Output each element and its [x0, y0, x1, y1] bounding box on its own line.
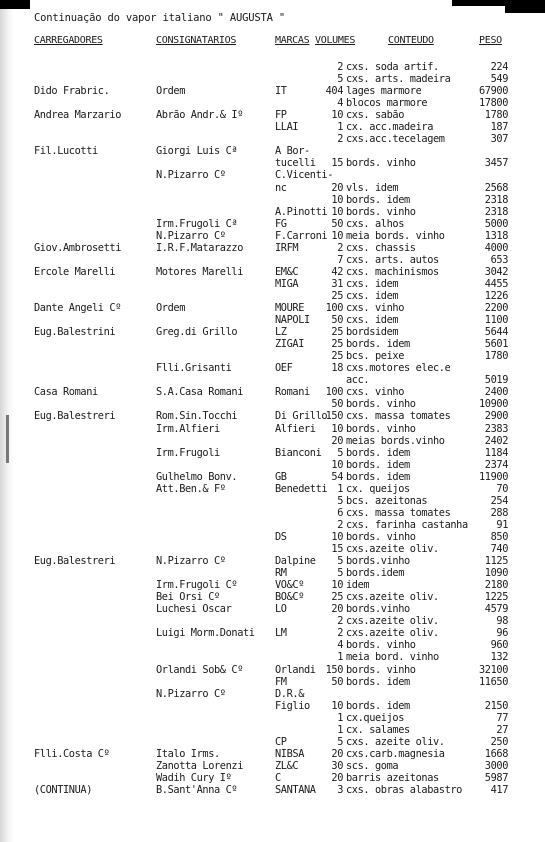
cell-quantity: 2: [337, 133, 343, 146]
cell-weight: 187: [490, 121, 508, 134]
cell-quantity: 404: [325, 85, 343, 98]
cell-consignee: Wadih Cury Iº: [156, 771, 232, 784]
cell-quantity: 5: [337, 567, 343, 580]
header-weight: PESO: [479, 35, 502, 46]
cell-contents: bords. vinho: [346, 423, 416, 435]
cell-shipper: Ercole Marelli: [34, 265, 116, 278]
cell-quantity: 2: [337, 627, 343, 640]
cell-weight: 4000: [484, 241, 508, 254]
cell-quantity: 18: [331, 362, 343, 375]
cell-contents: cxs. farinha castanha: [346, 519, 468, 531]
cell-weight: 2400: [484, 386, 508, 399]
cell-marks: A Bor-: [275, 145, 310, 158]
cell-weight: 2900: [484, 410, 508, 423]
cell-weight: 70: [496, 482, 508, 495]
cell-weight: 1780: [484, 109, 508, 122]
cell-shipper: Eug.Balestreri: [34, 410, 116, 423]
cell-contents: lages marmore: [346, 86, 422, 98]
cell-quantity: 5: [337, 555, 343, 568]
cell-weight: 91: [496, 518, 508, 531]
cell-consignee: I.R.F.Matarazzo: [156, 241, 243, 254]
cell-quantity: 50: [331, 675, 343, 688]
cell-contents: cxs.azeite oliv.: [346, 592, 439, 604]
cell-weight: 17800: [479, 97, 508, 110]
cell-consignee: Greg.di Grillo: [156, 326, 238, 339]
cell-weight: 2318: [484, 205, 508, 218]
cell-weight: 11900: [479, 470, 508, 483]
cell-contents: vls. idem: [346, 182, 399, 194]
cell-weight: 96: [496, 627, 508, 640]
cell-weight: 67900: [479, 85, 508, 98]
cell-weight: 549: [490, 73, 508, 86]
cell-quantity: 2: [337, 518, 343, 531]
cell-marks: FP: [275, 109, 287, 122]
cell-weight: 2150: [484, 699, 508, 712]
cell-consignee: Zanotta Lorenzi: [156, 759, 243, 772]
cell-quantity: 25: [331, 289, 343, 302]
cell-quantity: 10: [331, 699, 343, 712]
cell-marks: IRFM: [275, 241, 299, 254]
cell-consignee: N.Pizarro Cº: [156, 169, 226, 182]
cell-marks: LM: [275, 627, 287, 640]
cell-marks: Alfieri: [275, 422, 316, 435]
cell-marks: OEF: [275, 362, 293, 375]
cell-consignee: Flli.Grisanti: [156, 362, 232, 375]
cell-weight: 3042: [484, 265, 508, 278]
cell-quantity: 4: [337, 639, 343, 652]
cell-contents: bords. idem: [346, 471, 410, 483]
cell-weight: 307: [490, 133, 508, 146]
cell-consignee: N.Pizarro Cº: [156, 687, 226, 700]
cell-weight: 1090: [484, 567, 508, 580]
cell-consignee: Luigi Morm.Donati: [156, 627, 255, 640]
cell-contents: acc.: [346, 375, 370, 387]
cell-consignee: Irm.Frugoli: [156, 446, 220, 459]
cell-marks: Benedetti: [275, 482, 328, 495]
cell-weight: 3000: [484, 759, 508, 772]
cell-contents: idem: [346, 580, 370, 592]
cell-consignee: Ordem: [156, 85, 185, 98]
cell-contents: cxs. obras alabastro: [346, 785, 462, 796]
cell-quantity: 2: [337, 241, 343, 254]
cell-contents: cx.queijos: [346, 712, 404, 724]
cell-contents: bords. idem: [346, 700, 410, 712]
cell-consignee: Ordem: [156, 302, 185, 314]
cell-contents: cxs. soda artif.: [346, 62, 439, 73]
cell-quantity: 25: [331, 350, 343, 363]
cell-contents: cxs.motores elec.e: [346, 363, 451, 375]
cell-quantity: 30: [331, 759, 343, 772]
cell-contents: barris azeitonas: [346, 772, 439, 784]
cell-weight: 1100: [484, 314, 508, 327]
cell-shipper: (CONTINUA): [34, 784, 92, 796]
cell-weight: 653: [490, 253, 508, 266]
cell-quantity: 5: [337, 446, 343, 459]
cell-quantity: 20: [331, 603, 343, 616]
cell-contents: cx. queijos: [346, 483, 410, 495]
cell-consignee: Att.Ben.& Fº: [156, 482, 226, 495]
cell-consignee: Gulhelmo Bonv.: [156, 470, 238, 483]
cell-weight: 288: [490, 506, 508, 519]
cell-quantity: 5: [337, 735, 343, 748]
cell-weight: 11650: [479, 675, 508, 688]
cell-contents: bords. idem: [346, 447, 410, 459]
cell-shipper: Flli.Costa Cº: [34, 747, 110, 760]
cell-quantity: 6: [337, 506, 343, 519]
cell-marks: D.R.&: [275, 687, 304, 700]
document-title: Continuação do vapor italiano " AUGUSTA ": [34, 12, 285, 24]
cell-marks: GB: [275, 470, 287, 483]
cell-contents: meia bords. vinho: [346, 230, 445, 242]
cell-consignee: Irm.Frugoli Cª: [156, 217, 238, 230]
cell-weight: 1125: [484, 555, 508, 568]
cell-weight: 5644: [484, 326, 508, 339]
cell-marks: EM&C: [275, 265, 299, 278]
cell-quantity: 7: [337, 253, 343, 266]
ink-blot-top: [0, 0, 30, 9]
cell-consignee: Giorgi Luis Cª: [156, 145, 238, 158]
cell-weight: 1668: [484, 747, 508, 760]
cell-contents: cxs. vinho: [346, 387, 404, 399]
cell-shipper: Fil.Lucotti: [34, 145, 98, 158]
cell-contents: bords. idem: [346, 459, 410, 471]
cell-shipper: Dante Angeli Cº: [34, 302, 121, 314]
cell-weight: 2200: [484, 302, 508, 314]
cell-quantity: 150: [325, 410, 343, 423]
cell-consignee: S.A.Casa Romani: [156, 386, 243, 399]
cell-contents: cxs. idem: [346, 278, 399, 290]
cell-weight: 2318: [484, 193, 508, 206]
cell-weight: 2383: [484, 422, 508, 435]
cell-weight: 3457: [484, 157, 508, 170]
cell-contents: bords. vinho: [346, 664, 416, 676]
cell-contents: bords. vinho: [346, 399, 416, 411]
ink-blot-corner: [505, 6, 545, 13]
cell-contents: cxs. sabão: [346, 110, 404, 122]
cell-quantity: 20: [331, 771, 343, 784]
cell-weight: 2568: [484, 181, 508, 194]
cell-quantity: 1: [337, 723, 343, 736]
cell-contents: bords. idem: [346, 194, 410, 206]
cell-contents: bords.idem: [346, 568, 404, 580]
cell-weight: 27: [496, 723, 508, 736]
cell-contents: cxs.carb.magnesia: [346, 748, 445, 760]
cell-contents: cx. acc.madeira: [346, 122, 433, 134]
cell-contents: cxs.azeite oliv.: [346, 628, 439, 640]
cell-weight: 1318: [484, 229, 508, 242]
cell-quantity: 10: [331, 422, 343, 435]
cell-quantity: 50: [331, 398, 343, 411]
cell-contents: bcs. azeitonas: [346, 495, 428, 507]
cell-weight: 250: [490, 735, 508, 748]
cell-consignee: Bei Orsi Cº: [156, 591, 220, 604]
cell-consignee: N.Pizarro Cº: [156, 229, 226, 242]
cell-quantity: 10: [331, 579, 343, 592]
cell-marks: LLAI: [275, 121, 299, 134]
cell-quantity: 3: [337, 784, 343, 796]
cell-quantity: 10: [331, 530, 343, 543]
cell-weight: 960: [490, 639, 508, 652]
cell-contents: cxs. arts. autos: [346, 254, 439, 266]
cell-marks: A.Pinotti: [275, 205, 328, 218]
cell-shipper: Eug.Balestreri: [34, 555, 116, 568]
cell-marks: MIGA: [275, 277, 299, 290]
cell-consignee: Italo Irms.: [156, 747, 220, 760]
cell-weight: 1225: [484, 591, 508, 604]
cell-weight: 2180: [484, 579, 508, 592]
cell-marks: NAPOLI: [275, 314, 310, 327]
cell-quantity: 150: [325, 663, 343, 676]
cell-marks: CP: [275, 735, 287, 748]
cell-quantity: 31: [331, 277, 343, 290]
cell-marks: Orlandi: [275, 663, 316, 676]
cell-marks: Romani: [275, 386, 310, 399]
cell-quantity: 10: [331, 229, 343, 242]
cell-weight: 254: [490, 494, 508, 507]
cell-weight: 10900: [479, 398, 508, 411]
cell-quantity: 20: [331, 434, 343, 447]
cell-contents: bordsidem: [346, 327, 399, 339]
cell-marks: LZ: [275, 326, 287, 339]
cell-consignee: B.Sant'Anna Cº: [156, 784, 238, 796]
cell-contents: bords. vinho: [346, 640, 416, 652]
cell-quantity: 10: [331, 458, 343, 471]
cell-contents: cxs. arts. madeira: [346, 74, 451, 86]
cell-contents: bcs. peixe: [346, 351, 404, 363]
cell-contents: blocos marmore: [346, 98, 428, 110]
cell-contents: bords. vinho: [346, 531, 416, 543]
cell-consignee: Rom.Sin.Tocchi: [156, 410, 238, 423]
cell-quantity: 50: [331, 217, 343, 230]
cell-contents: cxs. idem: [346, 290, 399, 302]
cell-shipper: Giov.Ambrosetti: [34, 241, 121, 254]
cell-weight: 2402: [484, 434, 508, 447]
cell-marks: DS: [275, 530, 287, 543]
cell-marks: FM: [275, 675, 287, 688]
cell-marks: Dalpine: [275, 555, 316, 568]
cell-marks: LO: [275, 603, 287, 616]
cell-weight: 1184: [484, 446, 508, 459]
cell-marks: Figlio: [275, 699, 310, 712]
cell-weight: 5000: [484, 217, 508, 230]
cell-weight: 2374: [484, 458, 508, 471]
cell-contents: cx. salames: [346, 724, 410, 736]
cell-quantity: 42: [331, 265, 343, 278]
cell-quantity: 5: [337, 494, 343, 507]
cell-quantity: 100: [325, 386, 343, 399]
cell-contents: cxs. chassis: [346, 242, 416, 254]
cell-weight: 740: [490, 543, 508, 555]
cell-marks: C.Vicenti-: [275, 169, 333, 182]
cell-quantity: 54: [331, 470, 343, 483]
cell-quantity: 10: [331, 109, 343, 122]
cell-quantity: 10: [331, 193, 343, 206]
cell-marks: nc: [275, 181, 287, 194]
cell-contents: cxs.azeite oliv.: [346, 616, 439, 628]
cell-weight: 98: [496, 615, 508, 628]
cell-consignee: N.Pizarro Cº: [156, 555, 226, 568]
cell-marks: ZL&C: [275, 759, 299, 772]
header-consignee: CONSIGNATARIOS: [156, 35, 237, 46]
cell-marks: tucelli: [275, 157, 316, 170]
cell-shipper: Eug.Balestrini: [34, 326, 116, 339]
cell-contents: cxs. machinismos: [346, 266, 439, 278]
cell-contents: cxs. idem: [346, 315, 399, 327]
cell-weight: 77: [496, 711, 508, 724]
cell-consignee: Abrão Andr.& Iº: [156, 109, 243, 122]
cell-marks: VO&Cº: [275, 579, 304, 592]
cell-consignee: Irm.Alfieri: [156, 422, 220, 435]
cell-quantity: 2: [337, 615, 343, 628]
cell-weight: 5987: [484, 771, 508, 784]
cell-contents: bords.vinho: [346, 604, 410, 616]
header-volumes: VOLUMES: [315, 35, 356, 46]
cell-quantity: 15: [331, 543, 343, 555]
cell-contents: bords. idem: [346, 676, 410, 688]
cell-weight: 1226: [484, 289, 508, 302]
cell-contents: bords. vinho: [346, 206, 416, 218]
cell-quantity: 20: [331, 181, 343, 194]
cell-contents: scs. goma: [346, 760, 399, 772]
cell-shipper: Andrea Marzario: [34, 109, 121, 122]
header-marks: MARCAS: [275, 35, 310, 46]
cell-contents: bords. idem: [346, 339, 410, 351]
cell-marks: NIBSA: [275, 747, 304, 760]
cell-marks: Di Grillo: [275, 410, 328, 423]
cell-contents: meias bords.vinho: [346, 435, 445, 447]
header-contents: CONTEUDO: [388, 35, 434, 46]
cell-quantity: 25: [331, 338, 343, 351]
cell-weight: 32100: [479, 663, 508, 676]
cell-quantity: 50: [331, 314, 343, 327]
cell-contents: meia bord. vinho: [346, 652, 439, 664]
cell-quantity: 10: [331, 205, 343, 218]
header-shipper: CARREGADORES: [34, 35, 103, 46]
cell-quantity: 20: [331, 747, 343, 760]
cell-quantity: 2: [337, 61, 343, 73]
cell-quantity: 15: [331, 157, 343, 170]
cell-marks: BO&Cº: [275, 591, 304, 604]
cell-marks: F.Carroni: [275, 229, 328, 242]
cell-marks: RM: [275, 567, 287, 580]
cell-weight: 850: [490, 530, 508, 543]
cell-quantity: 5: [337, 73, 343, 86]
cell-marks: ZIGAI: [275, 338, 304, 351]
cell-quantity: 1: [337, 482, 343, 495]
cell-quantity: 1: [337, 651, 343, 664]
cell-weight: 417: [490, 784, 508, 796]
cell-contents: cxs. massa tomates: [346, 507, 451, 519]
cell-marks: Bianconi: [275, 446, 322, 459]
cell-weight: 5601: [484, 338, 508, 351]
cell-weight: 4579: [484, 603, 508, 616]
cell-weight: 4455: [484, 277, 508, 290]
cell-weight: 1780: [484, 350, 508, 363]
cell-contents: cxs.azeite oliv.: [346, 544, 439, 555]
cell-quantity: 100: [325, 302, 343, 314]
cell-weight: 132: [490, 651, 508, 664]
cell-quantity: 1: [337, 711, 343, 724]
cell-contents: cxs. vinho: [346, 303, 404, 314]
cell-contents: bords. vinho: [346, 158, 416, 170]
cell-quantity: 1: [337, 121, 343, 134]
cell-marks: MOURE: [275, 302, 304, 314]
cell-weight: 5019: [484, 374, 508, 387]
cell-quantity: 4: [337, 97, 343, 110]
cell-shipper: Casa Romani: [34, 386, 98, 399]
cell-weight: 224: [490, 61, 508, 73]
cell-consignee: Motores Marelli: [156, 265, 243, 278]
cell-quantity: 25: [331, 326, 343, 339]
cell-marks: FG: [275, 217, 287, 230]
cell-contents: cxs. azeite oliv.: [346, 736, 445, 748]
cell-marks: C: [275, 771, 281, 784]
ink-blot-left: [6, 415, 9, 463]
cell-marks: SANTANA: [275, 784, 316, 796]
cell-consignee: Luchesi Oscar: [156, 603, 232, 616]
cell-contents: bords.vinho: [346, 556, 410, 568]
cell-shipper: Dido Frabric.: [34, 85, 110, 98]
cell-consignee: Orlandi Sob& Cº: [156, 663, 243, 676]
cell-consignee: Irm.Frugoli Cº: [156, 579, 238, 592]
cell-quantity: 25: [331, 591, 343, 604]
cell-contents: cxs.acc.tecelagem: [346, 134, 445, 146]
cell-contents: cxs. massa tomates: [346, 411, 451, 423]
cell-contents: cxs. alhos: [346, 218, 404, 230]
cell-marks: IT: [275, 85, 287, 98]
